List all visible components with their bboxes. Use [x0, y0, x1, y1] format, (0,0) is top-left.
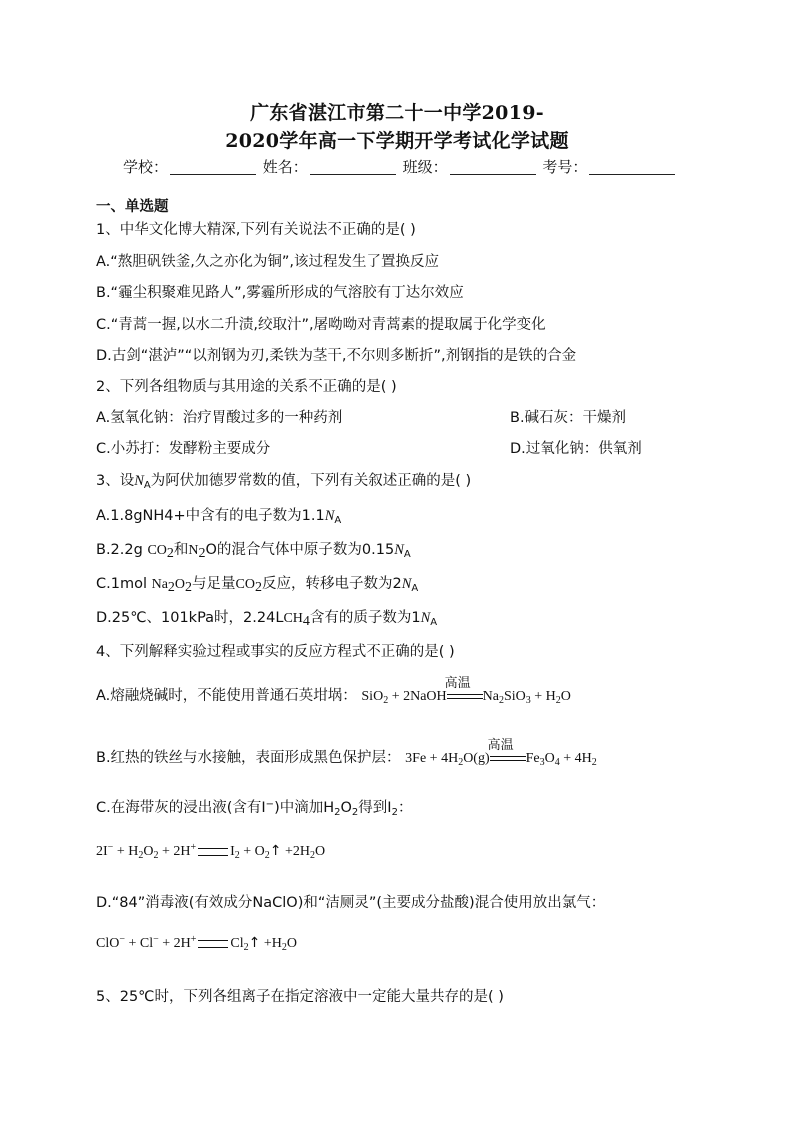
q1-stem: 1、中华文化博大精深,下列有关说法不正确的是( )	[96, 222, 416, 238]
q4-stem: 4、下列解释实验过程或事实的反应方程式不正确的是( )	[96, 644, 455, 660]
q4-option-a	[96, 675, 571, 706]
na-symbol: N	[324, 508, 335, 524]
q4-b-equation: $3Fe + 4H_2O(g)$ 高温 $Fe_3O_4 + 4H_2$	[405, 751, 597, 766]
equal-sign	[198, 848, 228, 856]
up-arrow-icon: ↑	[248, 935, 261, 951]
q4-c-mid: )中滴加H	[274, 800, 335, 816]
title-line-1: 广东省湛江市第二十一中学2019-	[250, 102, 544, 124]
q3-option-c: C.1mol $Na_2O_2$与足量$CO_2$反应，转移电子数为$2N_A$	[96, 576, 419, 595]
q2-stem: 2、下列各组物质与其用途的关系不正确的是( )	[96, 379, 397, 395]
q2-option-b: B.碱石灰：干燥剂	[510, 410, 627, 426]
student-info-row	[123, 156, 677, 177]
n2o-formula: N	[188, 543, 199, 558]
q3-b-pre: B.2.2g	[96, 542, 143, 558]
q4-a-text: A.熔融烧碱时，不能使用普通石英坩埚：	[96, 688, 357, 704]
school-blank[interactable]	[170, 160, 256, 175]
q4-c-post: 得到I	[358, 800, 392, 816]
school-label: 学校：	[123, 158, 169, 176]
up-arrow-icon: ↑	[269, 843, 282, 859]
q4-option-c: C.在海带灰的浸出液(含有I−)中滴加$H_2O_2$得到$I_2$：	[96, 799, 413, 818]
q3-a-text: A.1.8gNH4+中含有的电子数为1.1	[96, 508, 325, 524]
q1-option-d: D.古剑“湛泸”“以剂钢为刃,柔铁为茎干,不尔则多断折”,剂钢指的是铁的合金	[96, 348, 577, 364]
q4-a-equation: SiO$_2$ + 2NaOH 高温 $Na_2SiO_3 + H_2O$	[361, 689, 571, 704]
q3-option-a	[96, 504, 341, 525]
na-subscript: A	[334, 515, 342, 526]
equal-sign	[198, 940, 228, 948]
reaction-arrow	[487, 737, 526, 766]
co2-formula: CO	[147, 543, 167, 558]
na-subscript: A	[403, 549, 411, 560]
q1-option-b: B.“霾尘积聚难见路人”,雾霾所形成的气溶胶有丁达尔效应	[96, 285, 464, 301]
na-symbol: N	[420, 610, 431, 626]
co2-formula: CO	[235, 577, 255, 592]
na-subscript: A	[143, 480, 151, 491]
q4-option-b	[96, 737, 597, 768]
q3-d-pre: D.25℃、101kPa时，2.24L	[96, 610, 284, 626]
class-blank[interactable]	[450, 160, 536, 175]
title-line-2: 2020学年高一下学期开学考试化学试题	[225, 130, 569, 152]
q3-b-post: O的混合气体中原子数为0.15	[205, 542, 395, 558]
q1-option-a: A.“熬胆矾铁釜,久之亦化为铜”,该过程发生了置换反应	[96, 254, 440, 270]
condition-label: 高温	[487, 737, 514, 753]
q3-stem-post: 为阿伏加德罗常数的值，下列有关叙述正确的是( )	[150, 473, 472, 489]
q2-option-a: A.氢氧化钠：治疗胃酸过多的一种药剂	[96, 410, 343, 426]
q5-stem: 5、25℃时，下列各组离子在指定溶液中一定能大量共存的是( )	[96, 989, 504, 1005]
q4-c-equation: $2I^- + H_2O_2 + 2H^+$ $I_2$ + $O_2↑ +2H_2O$	[96, 842, 326, 861]
na-subscript: A	[430, 617, 438, 628]
q3-option-d: D.25℃、101kPa时，$2.24LCH_4$含有的质子数为$1N_A$	[96, 610, 438, 629]
q4-c-colon: ：	[397, 800, 413, 816]
na2o2-formula: Na	[151, 577, 168, 592]
q3-c-mid: 与足量	[192, 576, 236, 592]
q2-option-c: C.小苏打：发酵粉主要成分	[96, 441, 271, 457]
q3-stem	[96, 469, 471, 490]
number-label: 考号：	[542, 158, 588, 176]
q4-b-text: B.红热的铁丝与水接触，表面形成黑色保护层：	[96, 750, 401, 766]
q2-option-d: D.过氧化钠：供氧剂	[510, 441, 642, 457]
condition-label: 高温	[444, 675, 471, 691]
na-symbol: N	[401, 576, 412, 592]
reaction-arrow	[444, 675, 483, 704]
class-label: 班级：	[402, 158, 448, 176]
q1-option-c: C.“青蒿一握,以水二升渍,绞取汁”,屠呦呦对青蒿素的提取属于化学变化	[96, 317, 546, 333]
q4-c-pre: C.在海带灰的浸出液(含有I	[96, 800, 266, 816]
name-blank[interactable]	[310, 160, 396, 175]
q3-option-b: B.2.2g $CO_2$和$N_2O$的混合气体中原子数为$0.15N_A$	[96, 542, 411, 561]
q3-d-post: 含有的质子数为1	[309, 610, 421, 626]
ch4-formula: CH	[283, 611, 303, 626]
name-label: 姓名：	[262, 158, 308, 176]
q3-c-pre: C.1mol	[96, 576, 147, 592]
na-symbol: N	[394, 542, 404, 558]
number-blank[interactable]	[589, 160, 675, 175]
q3-stem-pre: 3、设	[96, 473, 135, 489]
section-heading: 一、单选题	[96, 199, 169, 215]
na-subscript: A	[411, 583, 419, 594]
na-symbol: N	[134, 473, 144, 489]
q4-option-d: D.“84”消毒液(有效成分NaClO)和“洁厕灵”(主要成分盐酸)混合使用放出氯气：	[96, 895, 606, 911]
q3-c-post: 反应，转移电子数为2	[262, 576, 402, 592]
q3-b-mid: 和	[173, 542, 189, 558]
q4-d-equation: ClO− + Cl− + 2H+ $Cl_2↑ +H_2O$	[96, 934, 298, 953]
